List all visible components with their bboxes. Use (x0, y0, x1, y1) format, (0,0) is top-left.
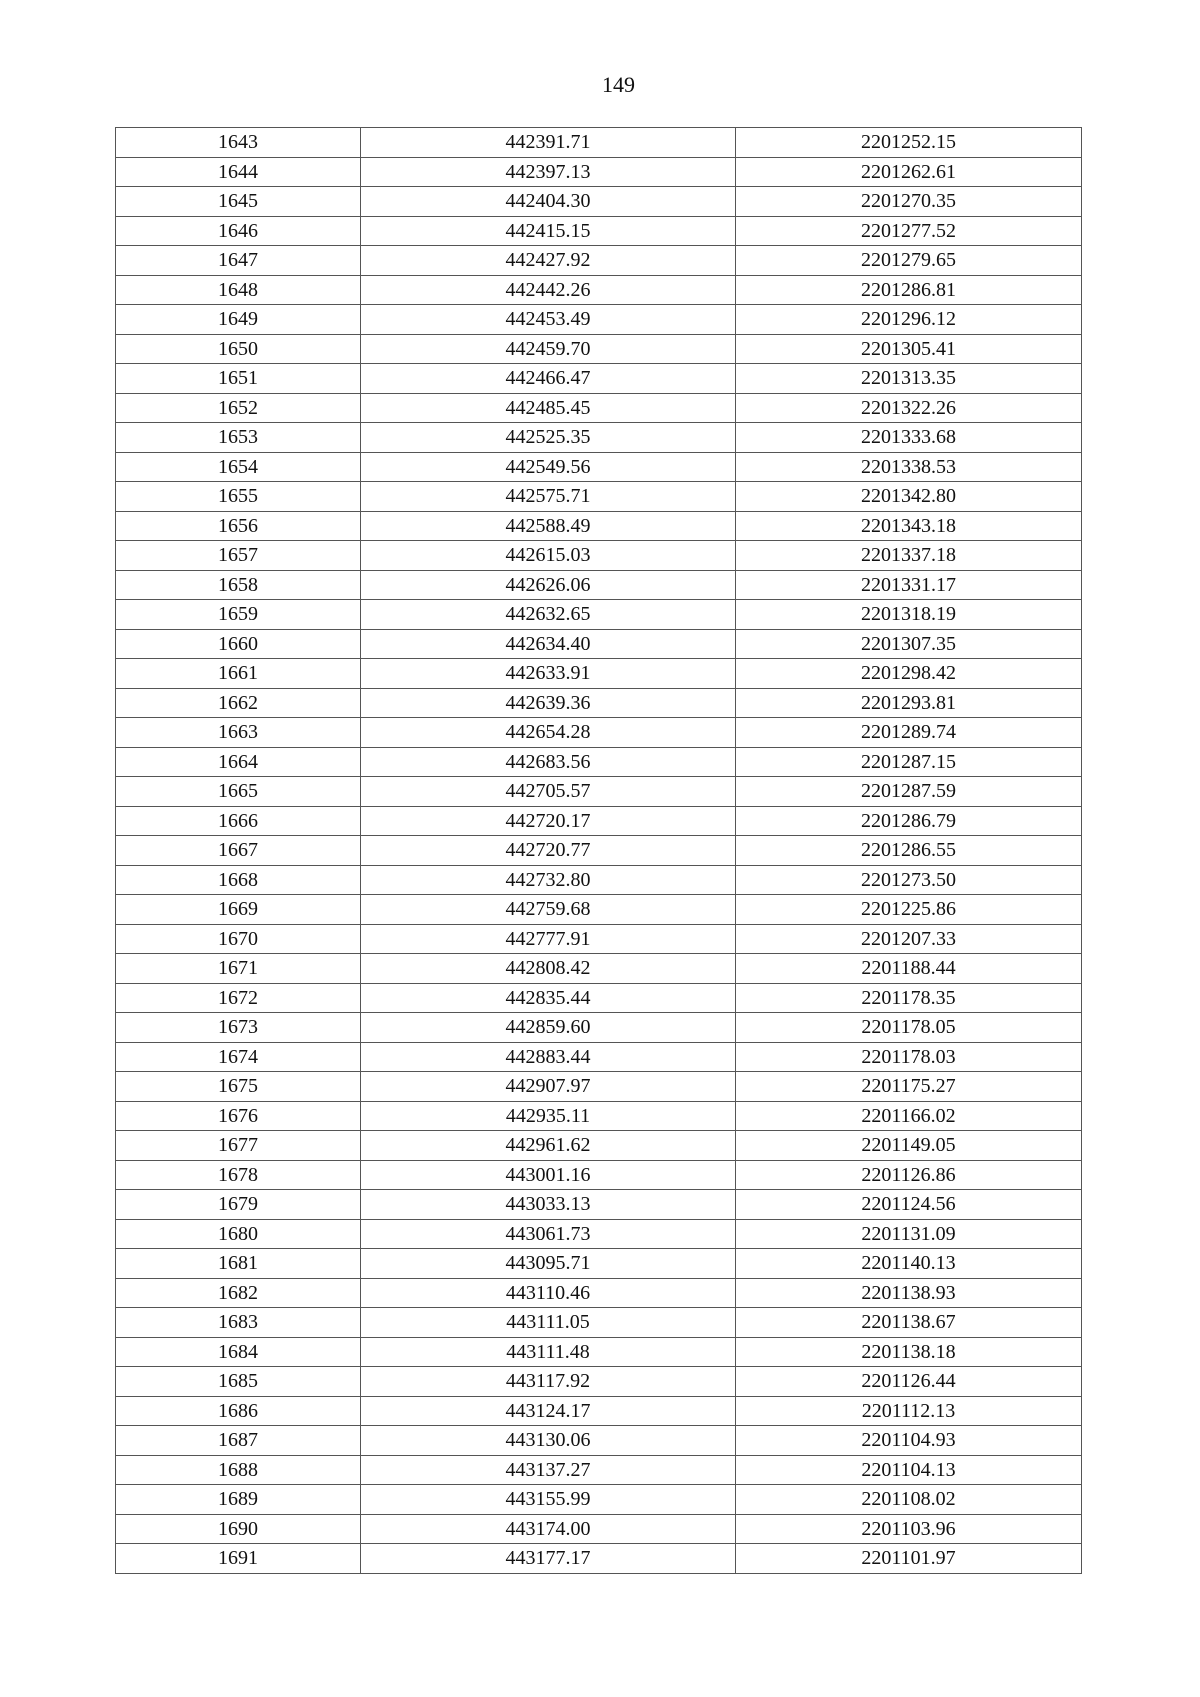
table-row (116, 1337, 1082, 1367)
table-row (116, 1249, 1082, 1279)
table-row (116, 1544, 1082, 1574)
x-coordinate-cell: 442632.65 (361, 600, 736, 630)
x-coordinate-cell: 443124.17 (361, 1396, 736, 1426)
x-coordinate-cell: 442808.42 (361, 954, 736, 984)
x-coordinate-cell: 442466.47 (361, 364, 736, 394)
y-coordinate-cell: 2201104.13 (736, 1455, 1082, 1485)
point-number-cell: 1670 (116, 924, 361, 954)
point-number-cell: 1687 (116, 1426, 361, 1456)
table-row (116, 954, 1082, 984)
y-coordinate-cell: 2201131.09 (736, 1219, 1082, 1249)
point-number-cell: 1679 (116, 1190, 361, 1220)
y-coordinate-cell: 2201273.50 (736, 865, 1082, 895)
y-coordinate-cell: 2201322.26 (736, 393, 1082, 423)
table-row (116, 128, 1082, 158)
point-number-cell: 1657 (116, 541, 361, 571)
point-number-cell: 1671 (116, 954, 361, 984)
y-coordinate-cell: 2201225.86 (736, 895, 1082, 925)
table-row (116, 1367, 1082, 1397)
point-number-cell: 1665 (116, 777, 361, 807)
point-number-cell: 1677 (116, 1131, 361, 1161)
y-coordinate-cell: 2201138.67 (736, 1308, 1082, 1338)
table-row (116, 570, 1082, 600)
x-coordinate-cell: 442883.44 (361, 1042, 736, 1072)
point-number-cell: 1661 (116, 659, 361, 689)
table-row (116, 1426, 1082, 1456)
coordinates-table-body (116, 128, 1082, 1574)
y-coordinate-cell: 2201270.35 (736, 187, 1082, 217)
point-number-cell: 1674 (116, 1042, 361, 1072)
y-coordinate-cell: 2201207.33 (736, 924, 1082, 954)
point-number-cell: 1643 (116, 128, 361, 158)
page-number: 149 (602, 72, 635, 97)
point-number-cell: 1651 (116, 364, 361, 394)
point-number-cell: 1678 (116, 1160, 361, 1190)
point-number-cell: 1672 (116, 983, 361, 1013)
table-row (116, 246, 1082, 276)
y-coordinate-cell: 2201286.79 (736, 806, 1082, 836)
table-row (116, 600, 1082, 630)
y-coordinate-cell: 2201124.56 (736, 1190, 1082, 1220)
y-coordinate-cell: 2201188.44 (736, 954, 1082, 984)
table-row (116, 541, 1082, 571)
table-row (116, 157, 1082, 187)
y-coordinate-cell: 2201331.17 (736, 570, 1082, 600)
table-row (116, 1131, 1082, 1161)
x-coordinate-cell: 442397.13 (361, 157, 736, 187)
y-coordinate-cell: 2201307.35 (736, 629, 1082, 659)
x-coordinate-cell: 442759.68 (361, 895, 736, 925)
y-coordinate-cell: 2201126.44 (736, 1367, 1082, 1397)
point-number-cell: 1653 (116, 423, 361, 453)
x-coordinate-cell: 443137.27 (361, 1455, 736, 1485)
table-row (116, 1485, 1082, 1515)
y-coordinate-cell: 2201277.52 (736, 216, 1082, 246)
point-number-cell: 1684 (116, 1337, 361, 1367)
y-coordinate-cell: 2201298.42 (736, 659, 1082, 689)
point-number-cell: 1662 (116, 688, 361, 718)
point-number-cell: 1666 (116, 806, 361, 836)
x-coordinate-cell: 442459.70 (361, 334, 736, 364)
point-number-cell: 1648 (116, 275, 361, 305)
point-number-cell: 1646 (116, 216, 361, 246)
x-coordinate-cell: 442705.57 (361, 777, 736, 807)
table-row (116, 1396, 1082, 1426)
x-coordinate-cell: 443095.71 (361, 1249, 736, 1279)
table-row (116, 1013, 1082, 1043)
point-number-cell: 1681 (116, 1249, 361, 1279)
x-coordinate-cell: 443130.06 (361, 1426, 736, 1456)
point-number-cell: 1690 (116, 1514, 361, 1544)
table-row (116, 305, 1082, 335)
table-row (116, 452, 1082, 482)
point-number-cell: 1645 (116, 187, 361, 217)
table-row (116, 1455, 1082, 1485)
y-coordinate-cell: 2201112.13 (736, 1396, 1082, 1426)
x-coordinate-cell: 442720.77 (361, 836, 736, 866)
point-number-cell: 1689 (116, 1485, 361, 1515)
table-row (116, 1042, 1082, 1072)
y-coordinate-cell: 2201108.02 (736, 1485, 1082, 1515)
y-coordinate-cell: 2201175.27 (736, 1072, 1082, 1102)
y-coordinate-cell: 2201104.93 (736, 1426, 1082, 1456)
x-coordinate-cell: 442732.80 (361, 865, 736, 895)
point-number-cell: 1658 (116, 570, 361, 600)
x-coordinate-cell: 443033.13 (361, 1190, 736, 1220)
x-coordinate-cell: 442935.11 (361, 1101, 736, 1131)
y-coordinate-cell: 2201138.93 (736, 1278, 1082, 1308)
table-row (116, 334, 1082, 364)
x-coordinate-cell: 442575.71 (361, 482, 736, 512)
point-number-cell: 1663 (116, 718, 361, 748)
table-row (116, 688, 1082, 718)
point-number-cell: 1664 (116, 747, 361, 777)
y-coordinate-cell: 2201296.12 (736, 305, 1082, 335)
table-row (116, 1514, 1082, 1544)
y-coordinate-cell: 2201252.15 (736, 128, 1082, 158)
point-number-cell: 1667 (116, 836, 361, 866)
table-row (116, 482, 1082, 512)
x-coordinate-cell: 442404.30 (361, 187, 736, 217)
x-coordinate-cell: 442615.03 (361, 541, 736, 571)
table-row (116, 393, 1082, 423)
point-number-cell: 1691 (116, 1544, 361, 1574)
y-coordinate-cell: 2201318.19 (736, 600, 1082, 630)
y-coordinate-cell: 2201178.05 (736, 1013, 1082, 1043)
x-coordinate-cell: 442835.44 (361, 983, 736, 1013)
y-coordinate-cell: 2201286.55 (736, 836, 1082, 866)
point-number-cell: 1668 (116, 865, 361, 895)
table-row (116, 806, 1082, 836)
y-coordinate-cell: 2201138.18 (736, 1337, 1082, 1367)
x-coordinate-cell: 442415.15 (361, 216, 736, 246)
x-coordinate-cell: 442777.91 (361, 924, 736, 954)
x-coordinate-cell: 442588.49 (361, 511, 736, 541)
x-coordinate-cell: 442634.40 (361, 629, 736, 659)
table-row (116, 983, 1082, 1013)
y-coordinate-cell: 2201305.41 (736, 334, 1082, 364)
table-row (116, 1072, 1082, 1102)
y-coordinate-cell: 2201287.59 (736, 777, 1082, 807)
table-row (116, 1278, 1082, 1308)
x-coordinate-cell: 442391.71 (361, 128, 736, 158)
point-number-cell: 1682 (116, 1278, 361, 1308)
table-row (116, 895, 1082, 925)
x-coordinate-cell: 443155.99 (361, 1485, 736, 1515)
y-coordinate-cell: 2201166.02 (736, 1101, 1082, 1131)
y-coordinate-cell: 2201262.61 (736, 157, 1082, 187)
point-number-cell: 1655 (116, 482, 361, 512)
table-row (116, 1101, 1082, 1131)
point-number-cell: 1660 (116, 629, 361, 659)
y-coordinate-cell: 2201342.80 (736, 482, 1082, 512)
x-coordinate-cell: 442961.62 (361, 1131, 736, 1161)
table-row (116, 777, 1082, 807)
y-coordinate-cell: 2201101.97 (736, 1544, 1082, 1574)
point-number-cell: 1649 (116, 305, 361, 335)
y-coordinate-cell: 2201293.81 (736, 688, 1082, 718)
y-coordinate-cell: 2201333.68 (736, 423, 1082, 453)
point-number-cell: 1683 (116, 1308, 361, 1338)
point-number-cell: 1673 (116, 1013, 361, 1043)
y-coordinate-cell: 2201279.65 (736, 246, 1082, 276)
table-row (116, 423, 1082, 453)
x-coordinate-cell: 442683.56 (361, 747, 736, 777)
table-row (116, 275, 1082, 305)
table-row (116, 1190, 1082, 1220)
x-coordinate-cell: 443111.48 (361, 1337, 736, 1367)
point-number-cell: 1656 (116, 511, 361, 541)
y-coordinate-cell: 2201286.81 (736, 275, 1082, 305)
y-coordinate-cell: 2201289.74 (736, 718, 1082, 748)
point-number-cell: 1650 (116, 334, 361, 364)
table-row (116, 659, 1082, 689)
table-row (116, 718, 1082, 748)
x-coordinate-cell: 442639.36 (361, 688, 736, 718)
point-number-cell: 1644 (116, 157, 361, 187)
y-coordinate-cell: 2201178.03 (736, 1042, 1082, 1072)
table-row (116, 511, 1082, 541)
point-number-cell: 1669 (116, 895, 361, 925)
x-coordinate-cell: 443177.17 (361, 1544, 736, 1574)
x-coordinate-cell: 443110.46 (361, 1278, 736, 1308)
table-row (116, 865, 1082, 895)
point-number-cell: 1680 (116, 1219, 361, 1249)
point-number-cell: 1675 (116, 1072, 361, 1102)
point-number-cell: 1647 (116, 246, 361, 276)
point-number-cell: 1686 (116, 1396, 361, 1426)
y-coordinate-cell: 2201338.53 (736, 452, 1082, 482)
point-number-cell: 1676 (116, 1101, 361, 1131)
x-coordinate-cell: 443061.73 (361, 1219, 736, 1249)
x-coordinate-cell: 442626.06 (361, 570, 736, 600)
x-coordinate-cell: 442525.35 (361, 423, 736, 453)
y-coordinate-cell: 2201126.86 (736, 1160, 1082, 1190)
x-coordinate-cell: 442453.49 (361, 305, 736, 335)
x-coordinate-cell: 442907.97 (361, 1072, 736, 1102)
table-row (116, 216, 1082, 246)
y-coordinate-cell: 2201313.35 (736, 364, 1082, 394)
y-coordinate-cell: 2201149.05 (736, 1131, 1082, 1161)
point-number-cell: 1688 (116, 1455, 361, 1485)
table-row (116, 836, 1082, 866)
x-coordinate-cell: 442549.56 (361, 452, 736, 482)
table-row (116, 187, 1082, 217)
y-coordinate-cell: 2201140.13 (736, 1249, 1082, 1279)
table-row (116, 1219, 1082, 1249)
table-row (116, 629, 1082, 659)
x-coordinate-cell: 443111.05 (361, 1308, 736, 1338)
x-coordinate-cell: 442427.92 (361, 246, 736, 276)
coordinates-table (115, 127, 1082, 1574)
point-number-cell: 1652 (116, 393, 361, 423)
x-coordinate-cell: 443174.00 (361, 1514, 736, 1544)
x-coordinate-cell: 443001.16 (361, 1160, 736, 1190)
x-coordinate-cell: 442485.45 (361, 393, 736, 423)
table-row (116, 1308, 1082, 1338)
y-coordinate-cell: 2201103.96 (736, 1514, 1082, 1544)
x-coordinate-cell: 442720.17 (361, 806, 736, 836)
table-row (116, 747, 1082, 777)
point-number-cell: 1659 (116, 600, 361, 630)
y-coordinate-cell: 2201178.35 (736, 983, 1082, 1013)
x-coordinate-cell: 442859.60 (361, 1013, 736, 1043)
x-coordinate-cell: 442442.26 (361, 275, 736, 305)
y-coordinate-cell: 2201287.15 (736, 747, 1082, 777)
y-coordinate-cell: 2201337.18 (736, 541, 1082, 571)
table-row (116, 364, 1082, 394)
point-number-cell: 1685 (116, 1367, 361, 1397)
table-row (116, 1160, 1082, 1190)
point-number-cell: 1654 (116, 452, 361, 482)
x-coordinate-cell: 443117.92 (361, 1367, 736, 1397)
table-row (116, 924, 1082, 954)
x-coordinate-cell: 442654.28 (361, 718, 736, 748)
y-coordinate-cell: 2201343.18 (736, 511, 1082, 541)
x-coordinate-cell: 442633.91 (361, 659, 736, 689)
